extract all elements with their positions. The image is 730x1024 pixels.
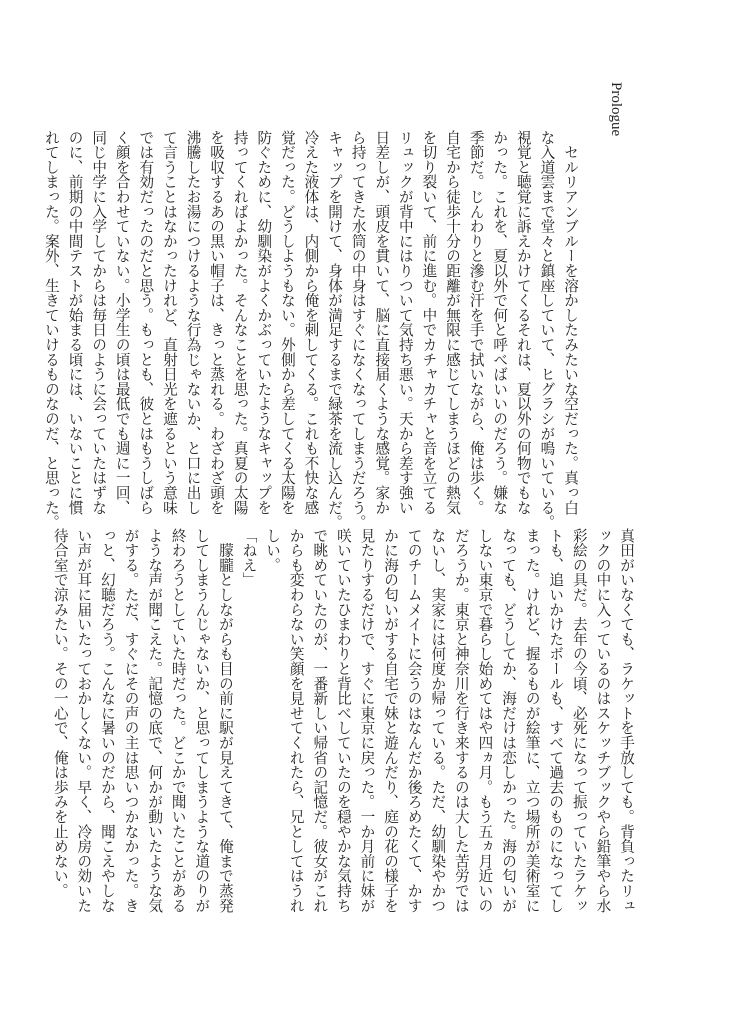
text-line: てのチームメイトに会うのはなんだか後ろめたくて、かす (405, 528, 423, 913)
text-line: 視覚と聴覚に訴えかけてくるそれは、夏以外の何物でもな (514, 130, 532, 515)
text-line: を吸収するあの黒い帽子は、きっと蒸れる。わざわざ頭を (208, 130, 226, 515)
text-line: ないし、実家には何度か帰っている。ただ、幼馴染やかつ (429, 528, 447, 913)
lower-text-block (51, 528, 638, 944)
text-line: トも、追いかけたボールも、すべて過去のものになってし (547, 528, 565, 913)
text-line: セルリアンブルーを溶かしたみたいな空だった。真っ白 (562, 130, 579, 515)
text-line: かった。これを、夏以外で何と呼べばいいのだろう。嫌な (491, 130, 509, 515)
text-line: のに、前期の中間テストが始まる頃には、いないことに慣 (66, 130, 84, 515)
text-line: を切り裂いて、前に進む。中でカチャカチャと音を立てる (420, 130, 438, 515)
text-line: な入道雲まで堂々と鎮座していて、ヒグラシが鳴いている。 (538, 130, 556, 530)
text-line: 日差しが、頭皮を貫いて、脳に直接届くような感覚。家か (373, 130, 391, 515)
text-line: く顔を合わせていない。小学生の頃は最低でも週に一回、 (113, 130, 131, 515)
text-line: しい。 (264, 528, 282, 573)
text-line: 冷えた液体は、内側から俺を刺してくる。これも不快な感 (302, 130, 320, 515)
text-line: がする。ただ、すぐにその声の主は思いつかなかった。き (122, 528, 140, 913)
text-line: 真田がいなくても、ラケットを手放しても。背負ったリュ (618, 528, 635, 913)
text-line: キャップを開けて、身体が満足するまで緑茶を流し込んだ。 (326, 130, 344, 530)
text-line: て言うことはなかったけれど、直射日光を遮るという意味 (160, 130, 178, 515)
text-line: なっても、どうしてか、海だけは恋しかった。海の匂いが (500, 528, 518, 913)
text-line: 覚だった。どうしようもない。外側から差してくる太陽を (278, 130, 296, 515)
chapter-title: Prologue (608, 82, 624, 137)
text-line: 持ってくればよかった。そんなことを思った。真夏の太陽 (231, 130, 249, 515)
text-line: っと、幻聴だろう。こんなに暑いのだから、聞こえやしな (98, 528, 116, 913)
text-line: 沸騰したお湯につけるような行為じゃないか、と口に出し (184, 130, 202, 515)
text-line: だろうか。東京と神奈川を行き来するのは大した苦労では (452, 528, 470, 913)
text-line: 咲いていたひまわりと背比べしていたのを穏やかな気持ち (334, 528, 352, 913)
text-line: まった。けれど、握るものが絵筆に、立つ場所が美術室に (523, 528, 541, 913)
text-line: 朦朧としながらも目の前に駅が見えてきて、俺まで蒸発 (216, 528, 234, 913)
text-line: リュックが背中にはりついて気持ち悪い。天から差す強い (396, 130, 414, 515)
text-line: ックの中に入っているのはスケッチブックやら鉛筆やら水 (594, 528, 612, 913)
text-line: 自宅から徒歩十分の距離が無限に感じてしまうほどの熱気 (444, 130, 462, 515)
text-line: では有効だったのだと思う。もっとも、彼とはもうしばら (137, 130, 155, 515)
text-line: 待合室で涼みたい。その一心で、俺は歩みを止めない。 (51, 528, 69, 898)
text-line: ような声が聞こえた。記憶の底で、何かが動いたような気 (146, 528, 164, 913)
text-line: で眺めていたのが、一番新しい帰省の記憶だ。彼女がこれ (311, 528, 329, 913)
text-line: 見たりするだけで、すぐに東京に戻った。一か月前に妹が (358, 528, 376, 913)
dialogue-line: 「ねえ」 (240, 528, 258, 588)
text-line: れてしまった。案外、生きていけるものなのだ、と思った。 (42, 130, 60, 530)
text-line: ら持ってきた水筒の中身はすぐになくなってしまうだろう。 (349, 130, 367, 530)
upper-text-block (42, 130, 582, 530)
text-line: かに海の匂いがする自宅で妹と遊んだり、庭の花の様子を (382, 528, 400, 913)
text-line: 終わろうとしていた時だった。どこかで聞いたことがある (169, 528, 187, 913)
text-line: しない東京で暮らし始めてはや四ヵ月。もう五ヵ月近いの (476, 528, 494, 913)
text-line: い声が耳に届いたっておかしくない。早く、冷房の効いた (75, 528, 93, 913)
text-line: からも変わらない笑顔を見せてくれたら、兄としてはうれ (287, 528, 305, 913)
text-line: 季節だ。じんわりと滲む汗を手で拭いながら、俺は歩く。 (467, 130, 485, 515)
text-line: 彩絵の具だ。去年の今頃、必死になって振っていたラケッ (570, 528, 588, 913)
text-line: してしまうんじゃないか、と思ってしまうような道のりが (193, 528, 211, 913)
text-line: 同じ中学に入学してからは毎日のように会っていたはずな (90, 130, 108, 515)
text-line: 防ぐために、幼馴染がよくかぶっていたようなキャップを (255, 130, 273, 515)
